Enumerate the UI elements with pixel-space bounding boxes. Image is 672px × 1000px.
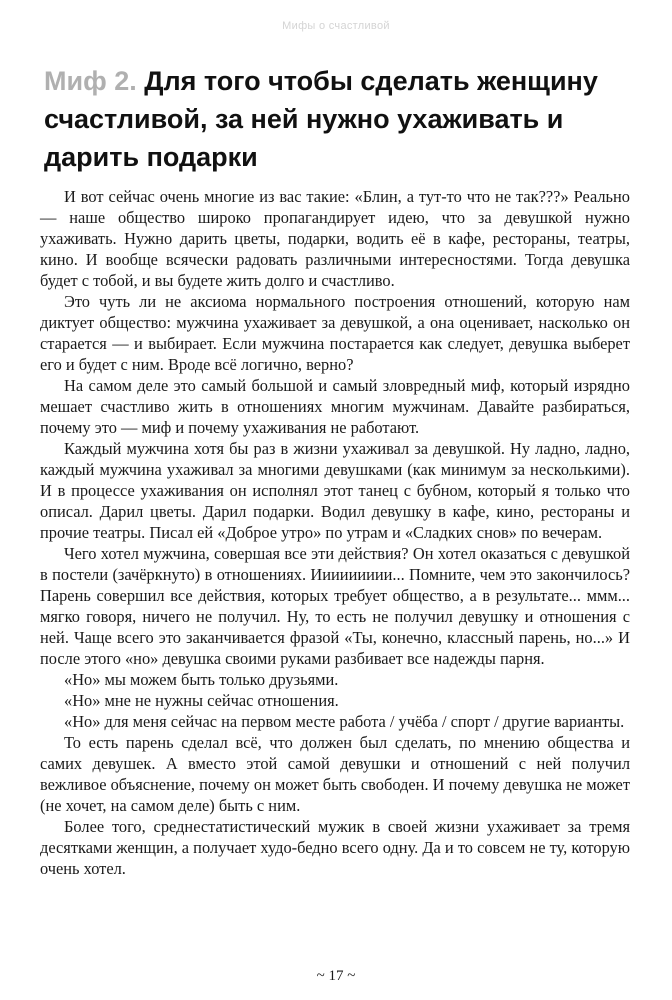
body-text: [40, 186, 630, 879]
running-header: Мифы о счастливой: [282, 20, 390, 32]
heading-title: Для того чтобы сделать женщину счастливой, за ней нужно ухаживать и дарить подарки: [44, 66, 598, 172]
page-number: ~ 17 ~: [316, 968, 356, 984]
paragraph: Это чуть ли не аксиома нормального построения отношений, которую нам диктует общество: мужчина ухаживает за девушкой, а она оценивает, насколько он старается — и выбирает. Если мужчина постарается как следует, девушка выберет его и будет с ним. Вроде всё логично, верно?: [40, 292, 630, 374]
paragraph: Чего хотел мужчина, совершая все эти действия? Он хотел оказаться с девушкой в постели (зачёркнуто) в отношениях. Иииииииии... Помните, чем это закончилось? Парень совершил все действия, которых требует общество, а в результате... ммм... мягко говоря, ничего не получил. Ну, то есть не получил девушку и отношения с ней. Чаще всего это заканчивается фразой «Ты, конечно, классный парень, но...» И после этого «но» девушка своими руками разбивает все надежды парня.: [40, 544, 630, 668]
paragraph: На самом деле это самый большой и самый зловредный миф, который изрядно мешает счастливо жить в отношениях многим мужчинам. Давайте разбираться, почему это — миф и почему ухаживания не работают.: [40, 376, 630, 437]
chapter-heading: [44, 62, 644, 176]
paragraph: «Но» мы можем быть только друзьями.: [64, 670, 339, 689]
paragraph: Более того, среднестатистический мужик в своей жизни ухаживает за тремя десятками женщин, а получает худо-бедно всего одну. Да и то совсем не ту, которую очень хотел.: [40, 817, 630, 878]
paragraph: Каждый мужчина хотя бы раз в жизни ухаживал за девушкой. Ну ладно, ладно, каждый мужчина ухаживал за многими девушками (как минимум за несколькими). И в процессе ухаживания он исполнял этот танец с бубном, который я только что описал. Дарил цветы. Дарил подарки. Водил девушку в кафе, кино, рестораны и прочие театры. Писал ей «Доброе утро» по утрам и «Сладких снов» по вечерам.: [40, 439, 630, 542]
paragraph: И вот сейчас очень многие из вас такие: «Блин, а тут-то что не так???» Реально — наше общество широко пропагандирует идею, что за девушкой нужно ухаживать. Нужно дарить цветы, подарки, водить её в кафе, рестораны, театры, кино. И вообще всячески радовать различными интересностями. Тогда девушка будет с тобой, и вы будете жить долго и счастливо.: [40, 187, 630, 290]
paragraph: «Но» мне не нужны сейчас отношения.: [64, 691, 339, 710]
paragraph: «Но» для меня сейчас на первом месте работа / учёба / спорт / другие варианты.: [64, 712, 625, 731]
myth-number: Миф 2.: [44, 66, 137, 96]
paragraph: То есть парень сделал всё, что должен был сделать, по мнению общества и самих девушек. А вместо этой самой девушки и отношений с ней получил вежливое объяснение, почему он может быть свободен. И почему девушка не может (не хочет, на самом деле) быть с ним.: [40, 733, 630, 815]
